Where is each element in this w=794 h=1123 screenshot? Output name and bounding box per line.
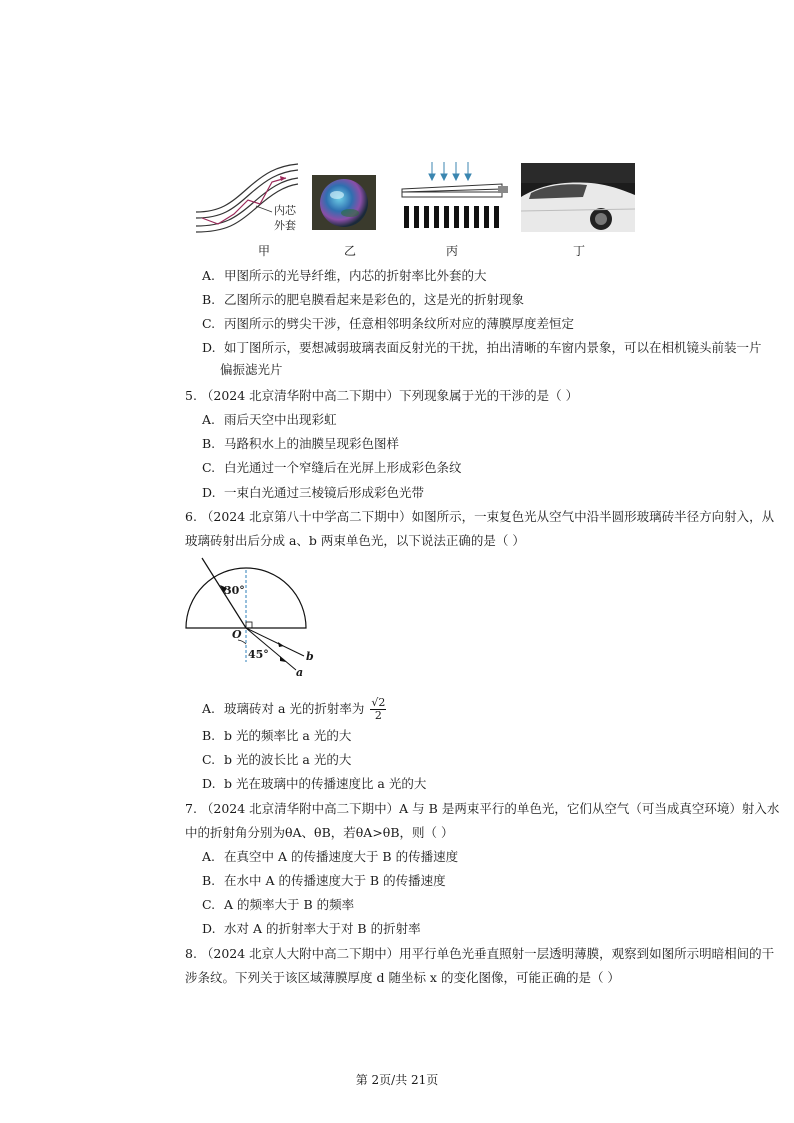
option-letter: B. xyxy=(202,436,216,451)
figure-label-bing: 丙 xyxy=(446,244,459,258)
option-letter: A. xyxy=(202,849,216,864)
q4-option-d xyxy=(202,340,762,356)
option-text: 白光通过一个窄缝后在光屏上形成彩色条纹 xyxy=(223,460,462,475)
option-letter: A. xyxy=(202,412,216,427)
q4-option-b xyxy=(202,292,524,308)
option-letter: C. xyxy=(202,752,216,767)
option-text: b 光的波长比 a 光的大 xyxy=(223,752,352,767)
q6-option-a xyxy=(202,697,386,722)
option-letter: C. xyxy=(202,316,216,331)
option-letter: B. xyxy=(202,873,216,888)
q4-option-a xyxy=(202,268,487,284)
q5-option-b xyxy=(202,436,399,452)
q7-option-c xyxy=(202,897,354,913)
q7-option-b xyxy=(202,873,446,889)
option-letter: C. xyxy=(202,460,216,475)
page-footer: 第 2页/共 21页 xyxy=(355,1073,439,1087)
option-letter: C. xyxy=(202,897,216,912)
q5-option-c xyxy=(202,460,462,476)
q6-option-b xyxy=(202,728,351,744)
ray-a-label: a xyxy=(296,666,304,679)
option-text: 马路积水上的油膜呈现彩色图样 xyxy=(223,436,399,451)
option-text: 雨后天空中出现彩虹 xyxy=(223,412,337,427)
option-text: b 光在玻璃中的传播速度比 a 光的大 xyxy=(223,776,427,791)
fraction xyxy=(370,697,386,722)
option-text: 玻璃砖对 a 光的折射率为 xyxy=(223,701,365,716)
fraction-numerator: √2 xyxy=(371,696,386,709)
center-o-label: O xyxy=(232,628,242,641)
q6-option-c xyxy=(202,752,351,768)
q7-option-d xyxy=(202,921,421,937)
fraction-denominator: 2 xyxy=(374,709,382,722)
fiber-outer-label: 外套 xyxy=(274,219,296,232)
option-letter: D. xyxy=(202,921,216,936)
figure-label-ding: 丁 xyxy=(573,244,586,258)
q4-option-c xyxy=(202,316,574,332)
q6-stem-line2: 玻璃砖射出后分成 a、b 两束单色光，以下说法正确的是（ ） xyxy=(185,533,525,548)
option-letter: B. xyxy=(202,728,216,743)
fiber-inner-label: 内芯 xyxy=(274,204,296,217)
angle-30-label: 30° xyxy=(224,584,245,597)
option-letter: D. xyxy=(202,340,216,355)
figure-jia-fiber xyxy=(192,158,302,238)
option-text: 水对 A 的折射率大于对 B 的折射率 xyxy=(223,921,421,936)
option-text: b 光的频率比 a 光的大 xyxy=(223,728,352,743)
q6-semicircle-diagram xyxy=(180,556,320,682)
option-text: 丙图所示的劈尖干涉，任意相邻明条纹所对应的薄膜厚度差恒定 xyxy=(223,316,574,331)
option-text: 一束白光通过三棱镜后形成彩色光带 xyxy=(223,485,424,500)
figure-label-yi: 乙 xyxy=(344,244,357,258)
q4-option-d-continued: 偏振滤光片 xyxy=(220,362,283,377)
option-text: 在真空中 A 的传播速度大于 B 的传播速度 xyxy=(223,849,459,864)
figure-bing-wedge-interference xyxy=(398,158,510,230)
q5-option-d xyxy=(202,485,424,501)
option-text: 乙图所示的肥皂膜看起来是彩色的，这是光的折射现象 xyxy=(223,292,524,307)
option-letter: A. xyxy=(202,701,216,716)
q5-option-a xyxy=(202,412,337,428)
option-letter: D. xyxy=(202,485,216,500)
q5-stem: 5. （2024 北京清华附中高二下期中）下列现象属于光的干涉的是（ ） xyxy=(185,388,579,403)
q7-stem-line1: 7. （2024 北京清华附中高二下期中）A 与 B 是两束平行的单色光，它们从空气（可当成真空环境）射入水 xyxy=(185,801,780,816)
option-text: 甲图所示的光导纤维，内芯的折射率比外套的大 xyxy=(223,268,487,283)
option-text: 在水中 A 的传播速度大于 B 的传播速度 xyxy=(223,873,446,888)
angle-45-label: 45° xyxy=(248,648,269,661)
q8-stem-line1: 8. （2024 北京人大附中高二下期中）用平行单色光垂直照射一层透明薄膜，观察到如图所示明暗相间的干 xyxy=(185,946,775,961)
ray-b-label: b xyxy=(306,650,314,663)
option-letter: B. xyxy=(202,292,216,307)
q8-stem-line2: 涉条纹。下列关于该区域薄膜厚度 d 随坐标 x 的变化图像，可能正确的是（ ） xyxy=(185,970,620,985)
q6-stem-line1: 6. （2024 北京第八十中学高二下期中）如图所示，一束复色光从空气中沿半圆形玻璃砖半径方向射入，从 xyxy=(185,509,775,524)
option-text: 如丁图所示，要想减弱玻璃表面反射光的干扰，拍出清晰的车窗内景象，可以在相机镜头前装一片 xyxy=(223,340,762,355)
option-letter: A. xyxy=(202,268,216,283)
q7-option-a xyxy=(202,849,458,865)
figure-label-jia: 甲 xyxy=(258,244,271,258)
q6-option-d xyxy=(202,776,426,792)
figure-yi-soap-bubble xyxy=(312,175,376,230)
q7-stem-line2: 中的折射角分别为θA、θB，若θA>θB，则（ ） xyxy=(185,825,454,840)
figure-ding-car-photo xyxy=(521,163,635,232)
option-text: A 的频率大于 B 的频率 xyxy=(223,897,355,912)
option-letter: D. xyxy=(202,776,216,791)
